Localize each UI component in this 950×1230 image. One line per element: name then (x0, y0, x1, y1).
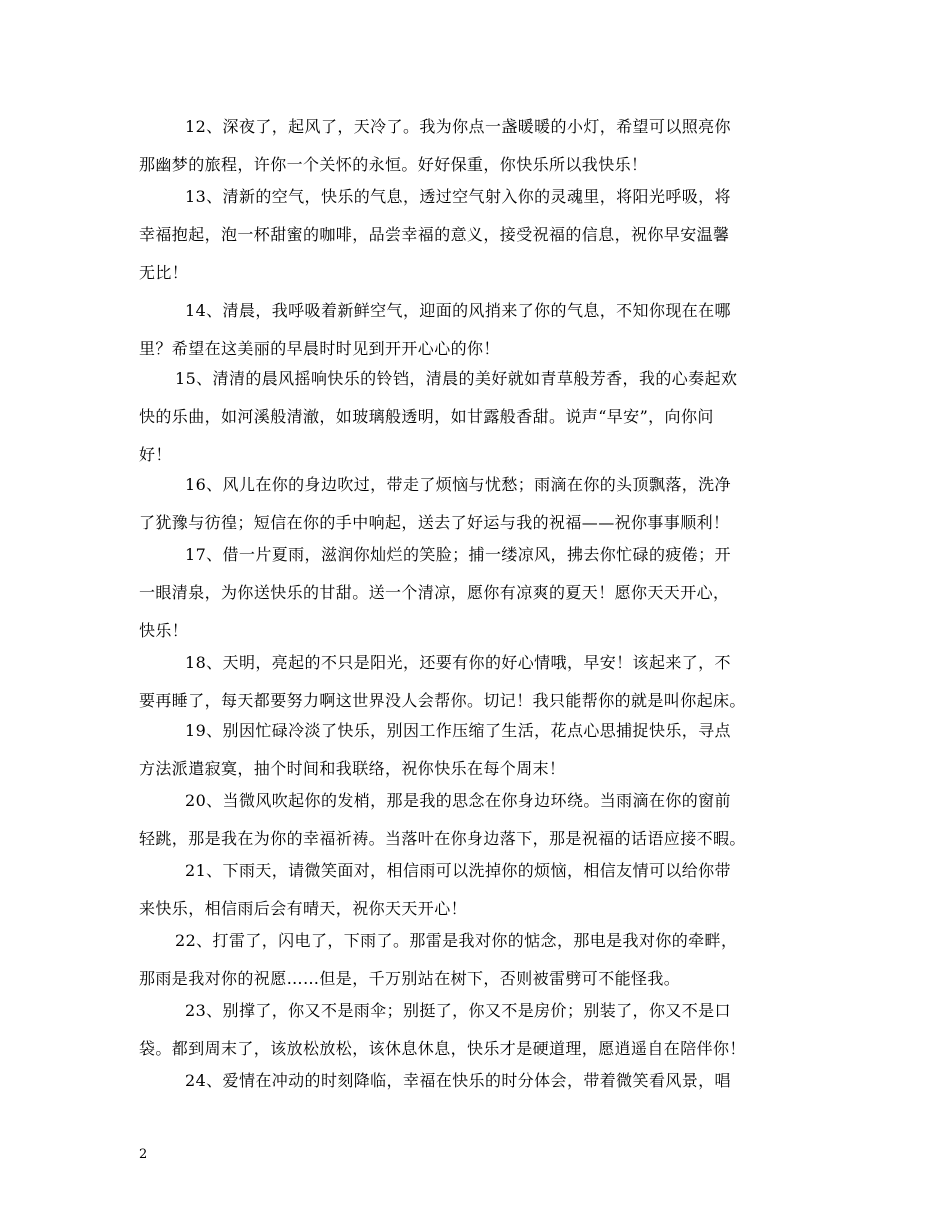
text-line: 15、清清的晨风摇响快乐的铃铛，清晨的美好就如青草般芳香，我的心奏起欢 (175, 369, 738, 388)
text-line: 22、打雷了，闪电了，下雨了。那雷是我对你的惦念，那电是我对你的牵畔， (175, 931, 738, 950)
text-line: 24、爱情在冲动的时刻降临，幸福在快乐的时分体会，带着微笑看风景，唱 (185, 1071, 731, 1090)
text-line: 轻跳，那是我在为你的幸福祈祷。当落叶在你身边落下，那是祝福的话语应接不暇。 (139, 829, 746, 848)
text-line: 18、天明，亮起的不只是阳光，还要有你的好心情哦，早安！该起来了，不 (185, 653, 731, 672)
text-line: 23、别撑了，你又不是雨伞；别挺了，你又不是房价；别装了，你又不是口 (185, 1001, 731, 1020)
text-line: 无比！ (139, 263, 189, 282)
text-line: 20、当微风吹起你的发梢，那是我的思念在你身边环绕。当雨滴在你的窗前 (185, 791, 731, 810)
text-line: 17、借一片夏雨，滋润你灿烂的笑脸；捕一缕凉风，拂去你忙碌的疲倦；开 (185, 545, 731, 564)
text-line: 快的乐曲，如河溪般清澈，如玻璃般透明，如甘露般香甜。说声“早安”，向你问 (139, 407, 714, 426)
text-line: 21、下雨天，请微笑面对，相信雨可以洗掉你的烦恼，相信友情可以给你带 (185, 861, 731, 880)
text-line: 了犹豫与彷徨；短信在你的手中响起，送去了好运与我的祝福——祝你事事顺利！ (139, 513, 730, 532)
text-line: 袋。都到周末了，该放松放松，该休息休息，快乐才是硬道理，愿逍遥自在陪伴你！ (139, 1039, 746, 1058)
text-line: 方法派遣寂寞，抽个时间和我联络，祝你快乐在每个周末！ (139, 759, 566, 778)
page-number: 2 (139, 1147, 148, 1162)
text-line: 13、清新的空气，快乐的气息，透过空气射入你的灵魂里，将阳光呼吸，将 (185, 187, 731, 206)
text-line: 快乐！ (139, 621, 189, 640)
text-line: 来快乐，相信雨后会有晴天，祝你天天开心！ (139, 899, 468, 918)
text-line: 16、风儿在你的身边吹过，带走了烦恼与忧愁；雨滴在你的头顶飘落，洗净 (185, 475, 731, 494)
text-line: 19、别因忙碌冷淡了快乐，别因工作压缩了生活，花点心思捕捉快乐，寻点 (185, 721, 731, 740)
text-line: 那雨是我对你的祝愿……但是，千万别站在树下，否则被雷劈可不能怪我。 (139, 969, 681, 988)
text-line: 14、清晨，我呼吸着新鲜空气，迎面的风捎来了你的气息，不知你现在在哪 (185, 301, 731, 320)
text-line: 那幽梦的旅程，许你一个关怀的永恒。好好保重，你快乐所以我快乐！ (139, 155, 648, 174)
text-line: 幸福抱起，泡一杯甜蜜的咖啡，品尝幸福的意义，接受祝福的信息，祝你早安温馨 (139, 225, 730, 244)
text-line: 12、深夜了，起风了，天冷了。我为你点一盏暖暖的小灯，希望可以照亮你 (185, 117, 731, 136)
text-line: 里？希望在这美丽的早晨时时见到开开心心的你！ (139, 339, 500, 358)
text-line: 一眼清泉，为你送快乐的甘甜。送一个清凉，愿你有凉爽的夏天！愿你天天开心， (139, 583, 730, 602)
text-line: 要再睡了，每天都要努力啊这世界没人会帮你。切记！我只能帮你的就是叫你起床。 (139, 691, 746, 710)
text-line: 好！ (139, 445, 172, 464)
